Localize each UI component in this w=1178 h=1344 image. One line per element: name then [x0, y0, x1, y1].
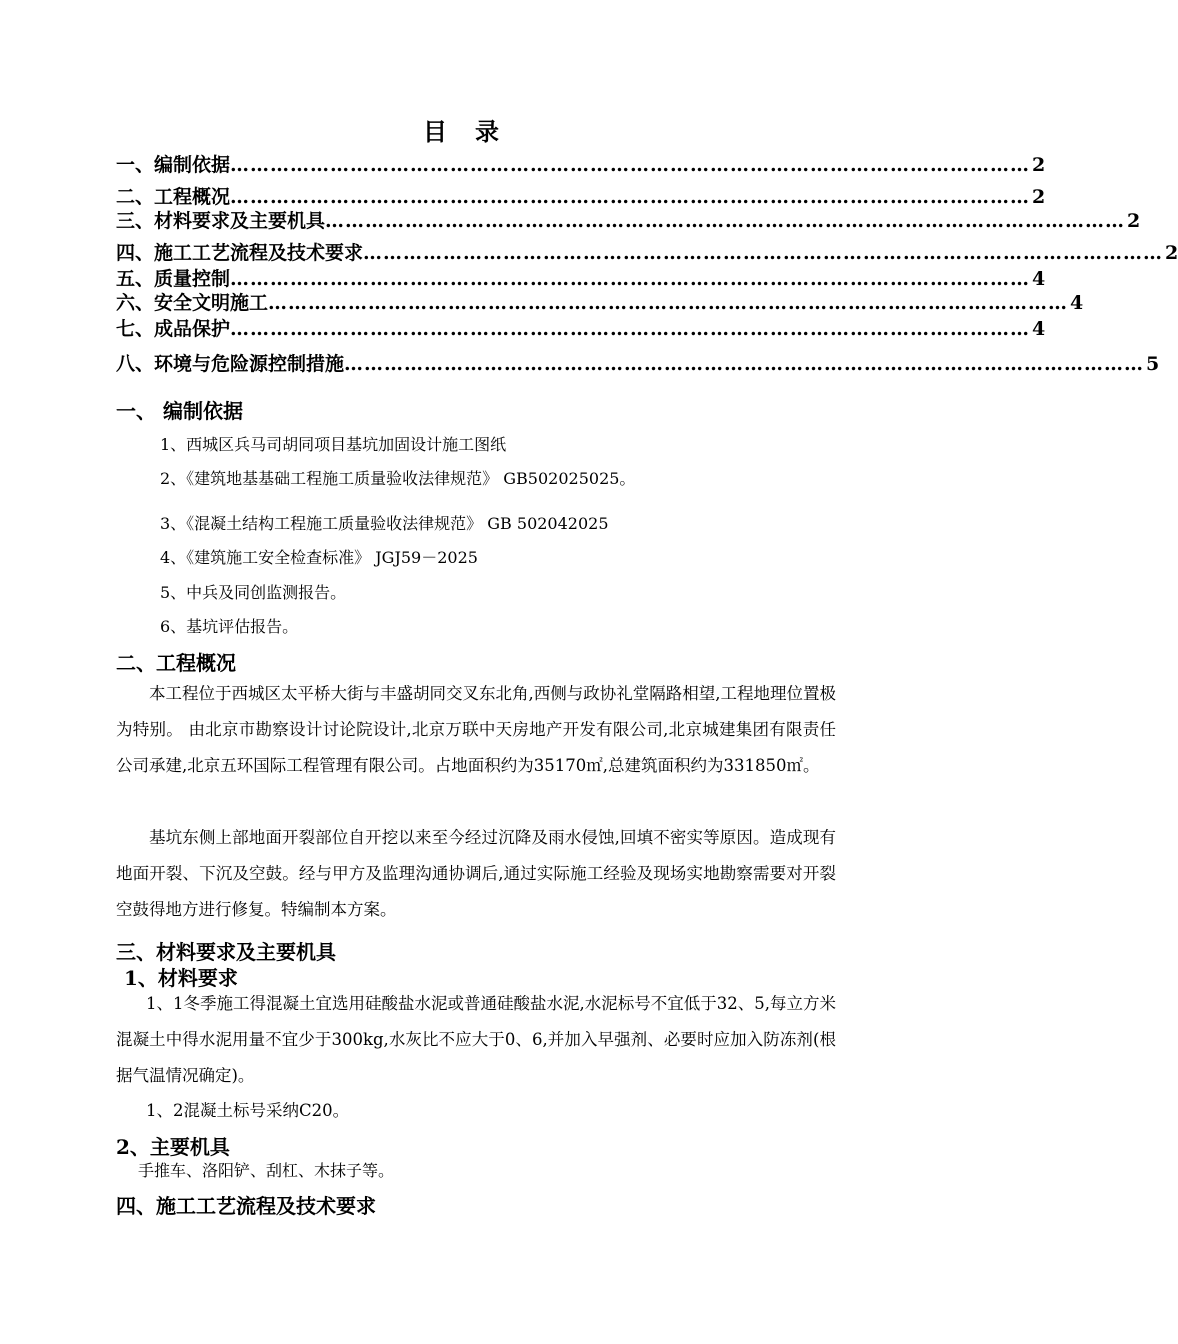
toc-entry-5[interactable]: [116, 264, 1046, 291]
toc-page-number: 2: [1032, 154, 1046, 176]
equipment-subheading: 2、主要机具: [116, 1135, 230, 1159]
toc-entry-label: 一、编制依据: [116, 154, 231, 176]
concrete-grade-text: 1、2混凝土标号采纳C20。: [146, 1101, 350, 1120]
toc-page-number: 2: [1127, 210, 1141, 232]
toc-title: 目录: [423, 117, 527, 146]
equipment-list: 手推车、洛阳铲、刮杠、木抹子等。: [138, 1161, 395, 1180]
toc-entry-label: 三、材料要求及主要机具: [116, 210, 326, 232]
toc-entry-label: 六、安全文明施工: [116, 292, 269, 314]
toc-entry-label: 八、环境与危险源控制措施: [116, 353, 345, 375]
reference-item-2: 2、《建筑地基基础工程施工质量验收法律规范》 GB502025025。: [160, 469, 636, 488]
materials-subheading: 1、材料要求: [124, 966, 238, 990]
section2-heading: 二、工程概况: [116, 651, 236, 675]
toc-leader-dots: …………………………………………………………………………………………………………: [325, 210, 1126, 232]
toc-entry-4[interactable]: [116, 238, 1178, 265]
reference-item-1: 1、西城区兵马司胡同项目基坑加固设计施工图纸: [160, 435, 507, 454]
reference-item-6: 6、基坑评估报告。: [160, 617, 299, 636]
project-overview-paragraph: 本工程位于西城区太平桥大街与丰盛胡同交叉东北角,西侧与政协礼堂隔路相望,工程地理位置极为特别。 由北京市勘察设计讨论院设计,北京万联中天房地产开发有限公司,北京城建集团有限责任公司承建,北京五环国际工程管理有限公司。占地面积约为35170㎡,总建筑面积约为331850㎡。: [116, 684, 836, 775]
toc-entry-label: 五、质量控制: [116, 268, 231, 290]
toc-entry-label: 七、成品保护: [116, 318, 231, 340]
toc-leader-dots: …………………………………………………………………………………………………………: [344, 353, 1145, 375]
toc-entry-1[interactable]: [116, 150, 1046, 177]
reference-item-5: 5、中兵及同创监测报告。: [160, 583, 347, 602]
section3-heading: 三、材料要求及主要机具: [116, 940, 336, 964]
toc-leader-dots: …………………………………………………………………………………………………………: [230, 186, 1031, 208]
toc-page-number: 2: [1032, 186, 1046, 208]
toc-page-number: 4: [1070, 292, 1084, 314]
toc-page-number: 4: [1032, 318, 1046, 340]
toc-entry-6[interactable]: [116, 288, 1084, 315]
section1-heading: 一、 编制依据: [116, 399, 243, 423]
crack-repair-paragraph: 基坑东侧上部地面开裂部位自开挖以来至今经过沉降及雨水侵蚀,回填不密实等原因。造成现有地面开裂、下沉及空鼓。经与甲方及监理沟通协调后,通过实际施工经验及现场实地勘察需要对开裂空鼓得地方进行修复。特编制本方案。: [116, 828, 836, 919]
toc-leader-dots: …………………………………………………………………………………………………………: [363, 242, 1164, 264]
concrete-requirements-paragraph: 1、1冬季施工得混凝土宜选用硅酸盐水泥或普通硅酸盐水泥,水泥标号不宜低于32、5,每立方米混凝土中得水泥用量不宜少于300kg,水灰比不应大于0、6,并加入早强剂、必要时应加入防冻剂(根据气温情况确定)。: [116, 994, 836, 1085]
toc-entry-label: 四、施工工艺流程及技术要求: [116, 242, 364, 264]
reference-item-4: 4、《建筑施工安全检查标准》 JGJ59－2025: [160, 548, 478, 567]
toc-page-number: 2: [1165, 242, 1178, 264]
reference-item-3: 3、《混凝土结构工程施工质量验收法律规范》 GB 502042025: [160, 514, 609, 533]
toc-entry-3[interactable]: [116, 206, 1141, 233]
toc-leader-dots: …………………………………………………………………………………………………………: [230, 154, 1031, 176]
toc-entry-label: 二、工程概况: [116, 186, 231, 208]
section4-heading: 四、施工工艺流程及技术要求: [116, 1194, 376, 1218]
toc-entry-8[interactable]: [116, 349, 1160, 376]
toc-page-number: 5: [1146, 353, 1160, 375]
toc-leader-dots: …………………………………………………………………………………………………………: [268, 292, 1069, 314]
toc-entry-7[interactable]: [116, 314, 1046, 341]
toc-leader-dots: …………………………………………………………………………………………………………: [230, 318, 1031, 340]
toc-entry-2[interactable]: [116, 182, 1046, 209]
toc-leader-dots: …………………………………………………………………………………………………………: [230, 268, 1031, 290]
toc-page-number: 4: [1032, 268, 1046, 290]
